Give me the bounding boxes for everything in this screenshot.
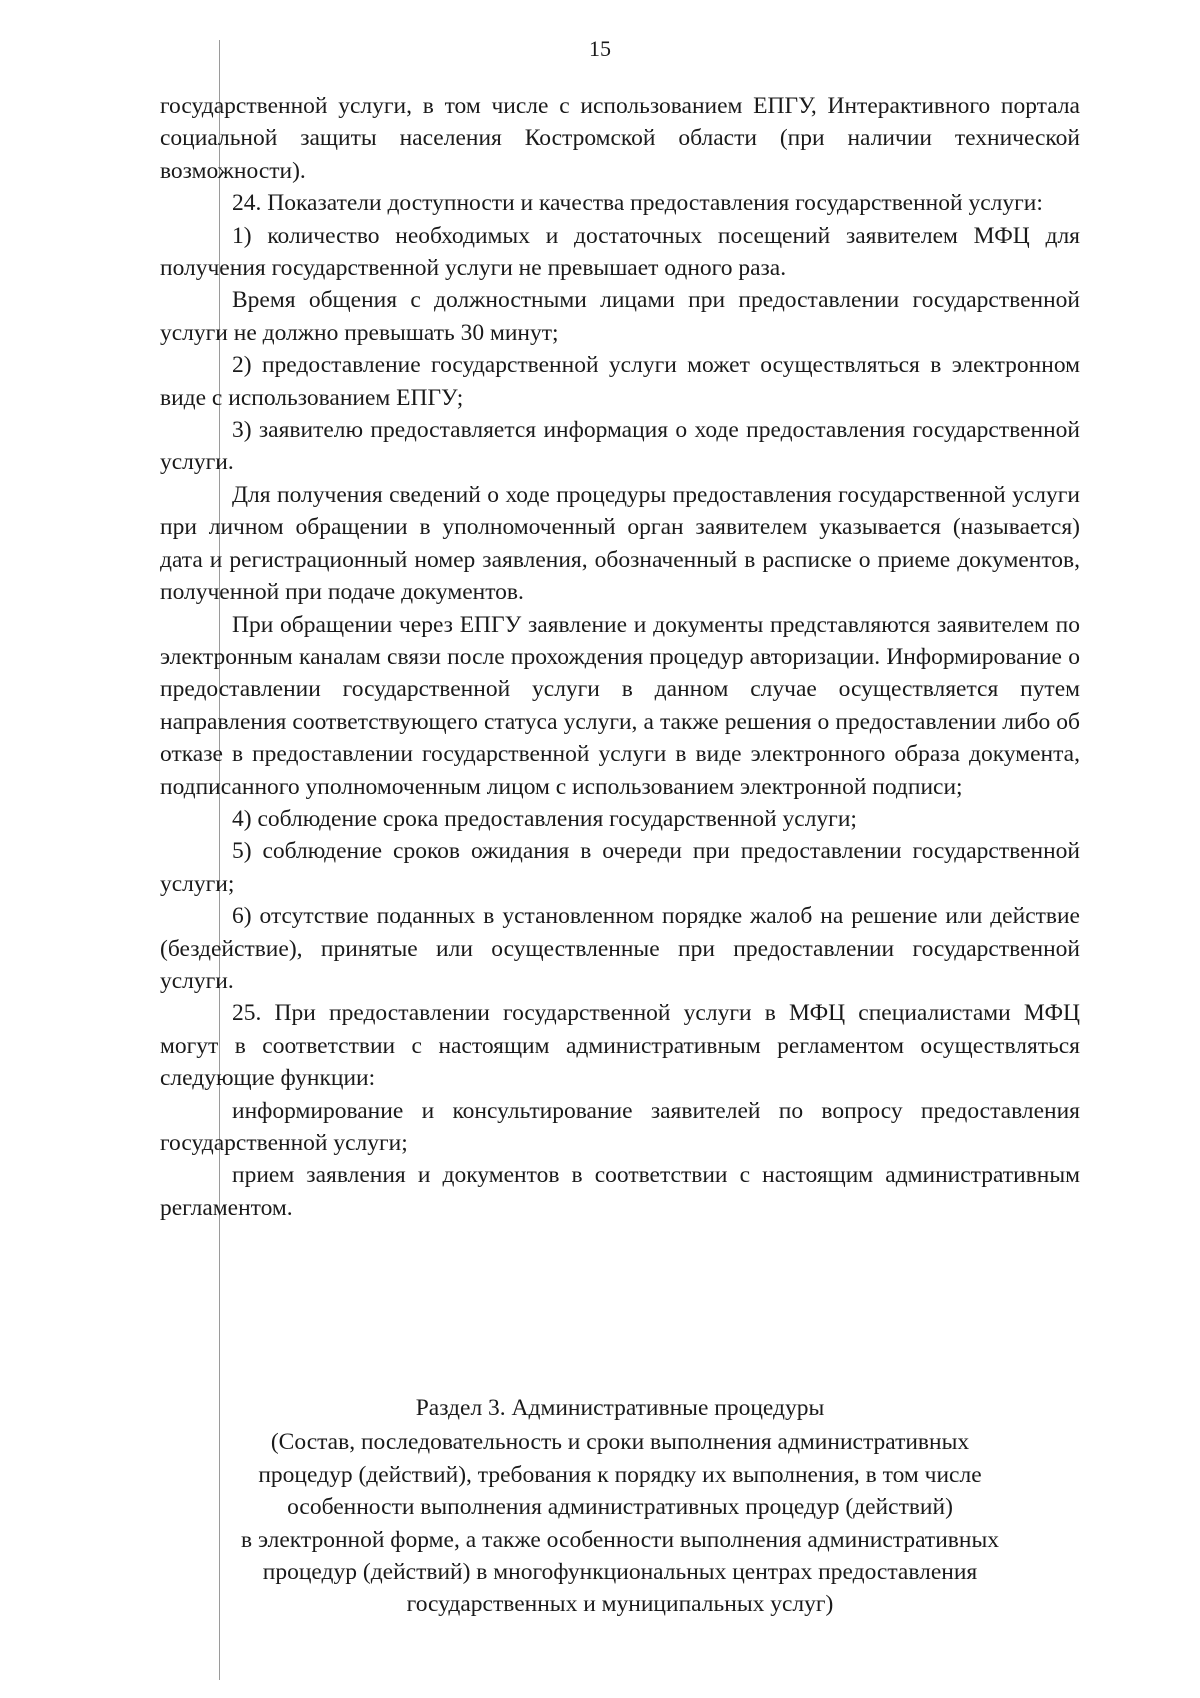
section-subtitle-line: в электронной форме, а также особенности выполнения административных <box>241 1526 999 1553</box>
paragraph-indicator-6: 6) отсутствие поданных в установленном порядке жалоб на решение или действие (бездействие), принятые или осуществленные при предоставлении государственной услуги. <box>160 903 1080 994</box>
section-title: Раздел 3. Административные процедуры <box>415 1395 825 1421</box>
paragraph-communication-time: Время общения с должностными лицами при предоставлении государственной услуги не должно превышать 30 минут; <box>160 287 1080 346</box>
paragraph-status-info: Для получения сведений о ходе процедуры предоставления государственной услуги при личном обращении в уполномоченный орган заявителем указывается (называется) дата и регистрационный номер заявления, обозначенный в расписке о приеме документов, полученной при подаче документов. <box>160 481 1080 606</box>
section-heading-block <box>160 1392 1080 1621</box>
paragraph-indicator-3: 3) заявителю предоставляется информация о ходе предоставления государственной услуги. <box>160 417 1080 476</box>
paragraph-indicator-4: 4) соблюдение срока предоставления государственной услуги; <box>232 805 857 832</box>
paragraph-function-reception: прием заявления и документов в соответствии с настоящим административным регламентом. <box>160 1162 1080 1221</box>
section-subtitle-line: (Состав, последовательность и сроки выполнения административных <box>270 1429 970 1456</box>
paragraph-indicator-2: 2) предоставление государственной услуги может осуществляться в электронном виде с использованием ЕПГУ; <box>160 352 1080 411</box>
paragraph-continuation: государственной услуги, в том числе с использованием ЕПГУ, Интерактивного портала социальной защиты населения Костромской области (при наличии технической возможности). <box>160 93 1080 184</box>
paragraph-item-25: 25. При предоставлении государственной услуги в МФЦ специалистами МФЦ могут в соответствии с настоящим административным регламентом осуществляться следующие функции: <box>160 1000 1080 1092</box>
paragraph-indicator-5: 5) соблюдение сроков ожидания в очереди при предоставлении государственной услуги; <box>160 838 1080 897</box>
paragraph-indicator-1: 1) количество необходимых и достаточных посещений заявителем МФЦ для получения государственной услуги не превышает одного раза. <box>160 222 1080 282</box>
paragraph-item-24: 24. Показатели доступности и качества предоставления государственной услуги: <box>232 190 1043 217</box>
section-subtitle-line: процедур (действий), требования к порядку их выполнения, в том числе <box>258 1461 982 1488</box>
document-body <box>160 90 1080 1224</box>
paragraph-function-informing: информирование и консультирование заявителей по вопросу предоставления государственной услуги; <box>160 1097 1080 1156</box>
section-subtitle-line: особенности выполнения административных процедур (действий) <box>287 1494 953 1521</box>
page-number: 15 <box>589 36 611 61</box>
section-subtitle-line: процедур (действий) в многофункциональных центрах предоставления <box>262 1559 978 1586</box>
section-subtitle-line: государственных и муниципальных услуг) <box>406 1591 834 1618</box>
paragraph-epgu-application: При обращении через ЕПГУ заявление и документы представляются заявителем по электронным каналам связи после прохождения процедур авторизации. Информирование о предоставлении государственной услуги в данном случае осуществляется путем направления соответствующего статуса услуги, а также решения о предоставлении либо об отказе в предоставлении государственной услуги в виде электронного образа документа, подписанного уполномоченным лицом с использованием электронной подписи; <box>160 611 1080 800</box>
